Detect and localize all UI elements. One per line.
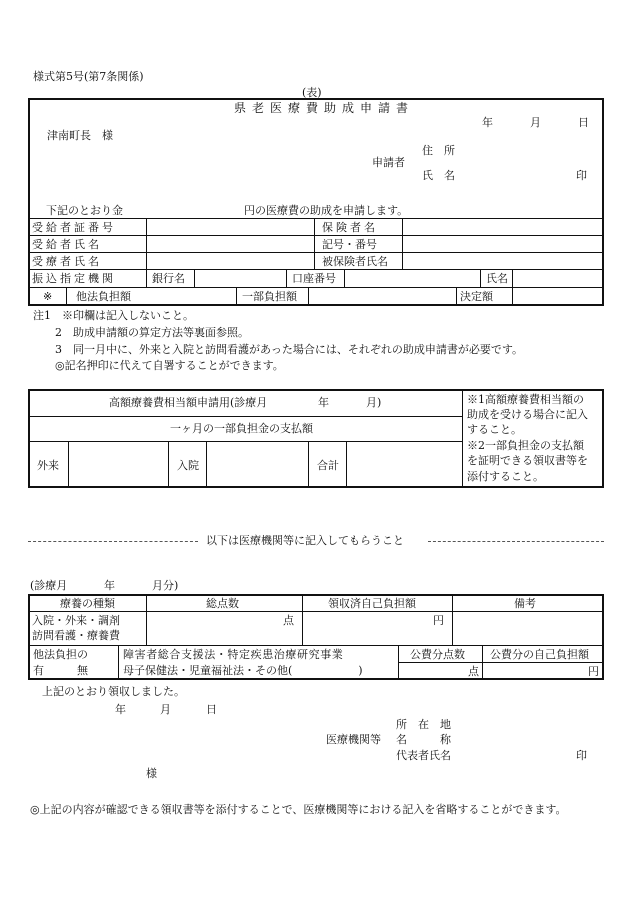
high-cost-year: 年 (318, 396, 329, 409)
request-suffix: 円の医療費の助成を申請します。 (244, 204, 409, 217)
applicant-name-label: 氏 名 (422, 169, 455, 182)
note-2: 2 助成申請額の算定方法等裏面参照。 (55, 326, 249, 339)
insurer-label: 保険者名 (322, 221, 378, 234)
receipt-month: 月 (160, 703, 171, 716)
recipient-cert-label: 受給者証番号 (32, 221, 116, 234)
total-label: 合計 (317, 459, 339, 472)
recipient-name-label: 受給者氏名 (32, 238, 102, 251)
paid-unit: 円 (433, 614, 444, 627)
public-self-unit: 円 (588, 665, 599, 678)
high-cost-month: 月) (366, 396, 382, 409)
request-prefix: 下記のとおり金 (46, 204, 123, 217)
side-note-6: 添付すること。 (467, 470, 544, 483)
date-day-label: 日 (578, 116, 589, 129)
side-label: (表) (302, 86, 322, 99)
period-year: 年 (104, 579, 115, 592)
other-law-label: 他法負担額 (76, 290, 131, 303)
type-options-2: 訪問看護・療養費 (32, 629, 120, 642)
side-note-2: 助成を受ける場合に記入 (467, 408, 588, 421)
type-header: 療養の種類 (60, 597, 115, 610)
receipt-year: 年 (115, 703, 126, 716)
institution-label: 医療機関等 (326, 733, 381, 746)
bank-label: 銀行名 (152, 272, 185, 285)
insured-name-label: 被保険者氏名 (322, 255, 388, 268)
receipt-sama: 様 (146, 767, 157, 780)
partial-label: 一部負担額 (242, 290, 297, 303)
high-cost-header: 高額療養費相当額申請用(診療月 (109, 396, 268, 409)
date-month-label: 月 (530, 116, 541, 129)
receipt-text: 上記のとおり領収しました。 (42, 685, 185, 698)
applicant-address-label: 住 所 (422, 144, 455, 157)
account-name-label: 氏名 (486, 272, 508, 285)
form-title: 県老医療費助成申請書 (234, 101, 415, 115)
remarks-header: 備考 (514, 597, 536, 610)
side-note-1: ※1高額療養費相当額の (467, 393, 584, 406)
note-1: 注1 ※印欄は記入しないこと。 (33, 309, 194, 322)
transfer-label: 振込指定機関 (32, 272, 116, 285)
public-points-unit: 点 (468, 665, 479, 678)
addressee: 津南町長 様 (47, 129, 113, 142)
side-note-3: すること。 (467, 423, 522, 436)
outpatient-label: 外来 (37, 459, 59, 472)
footer-note: ◎上記の内容が確認できる領収書等を添付することで、医療機関等における記入を省略することができます。 (30, 803, 567, 816)
other-law-burden-1: 他法負担の (33, 648, 88, 661)
institution-name-label: 名 称 (396, 733, 451, 746)
divider-left (28, 541, 198, 542)
receipt-day: 日 (206, 703, 217, 716)
period-prefix: (診療月 (30, 579, 68, 592)
symbol-number-label: 記号・番号 (322, 238, 377, 251)
institution-seal: 印 (576, 749, 587, 762)
decided-label: 決定額 (460, 290, 493, 303)
date-year-label: 年 (482, 116, 493, 129)
applicant-seal: 印 (576, 169, 587, 182)
divider-text: 以下は医療機関等に記入してもらうこと (206, 534, 404, 547)
side-note-5: を証明できる領収書等を (467, 454, 588, 467)
period-month: 月分) (152, 579, 179, 592)
account-label: 口座番号 (292, 272, 336, 285)
institution-location-label: 所 在 地 (396, 718, 451, 731)
applicant-label: 申請者 (372, 156, 405, 169)
laws-list-2: 母子保健法・児童福祉法・その他( ) (123, 664, 363, 677)
side-note-4: ※2一部負担金の支払額 (467, 439, 584, 452)
public-points-header: 公費分点数 (410, 648, 465, 661)
note-3: 3 同一月中に、外来と入院と訪問看護があった場合には、それぞれの助成申請書が必要です。 (55, 343, 524, 356)
paid-header: 領収済自己負担額 (328, 597, 416, 610)
laws-list-1: 障害者総合支援法・特定疾患治療研究事業 (123, 648, 344, 661)
points-unit: 点 (283, 614, 294, 627)
form-number-label: 様式第5号(第7条関係) (33, 70, 144, 83)
inpatient-label: 入院 (177, 459, 199, 472)
representative-label: 代表者氏名 (396, 749, 451, 762)
type-options-1: 入院・外来・調剤 (32, 614, 120, 627)
other-law-burden-2: 有 無 (33, 664, 88, 677)
monthly-payment-label: 一ヶ月の一部負担金の支払額 (170, 422, 313, 435)
office-use-mark: ※ (43, 290, 53, 303)
divider-right (428, 541, 604, 542)
note-4: ◎記名押印に代えて自署することができます。 (55, 359, 284, 372)
points-header: 総点数 (206, 597, 239, 610)
public-self-header: 公費分の自己負担額 (490, 648, 589, 661)
patient-name-label: 受療者氏名 (32, 255, 102, 268)
